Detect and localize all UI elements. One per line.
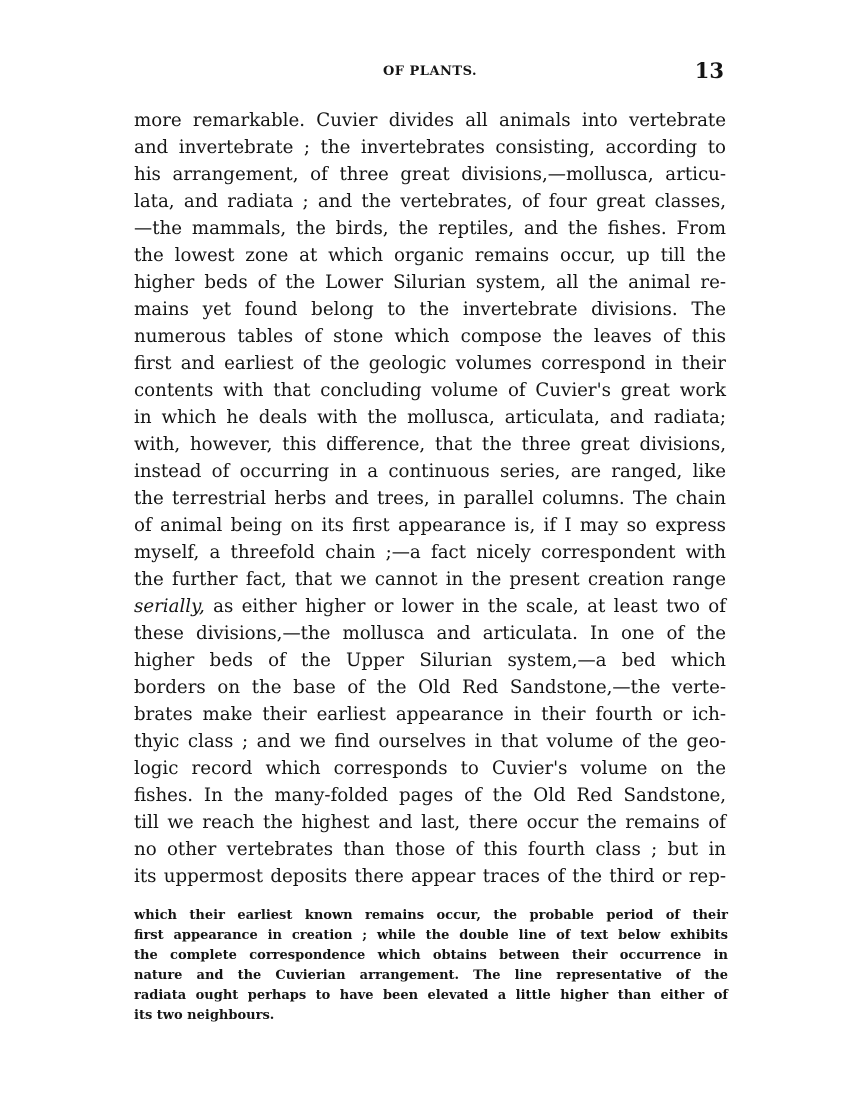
main-text: [134, 107, 726, 890]
text-line: with, however, this difference, that the three great divisions,: [134, 434, 726, 455]
running-title: OF PLANTS.: [382, 64, 478, 79]
text-line: these divisions,—the mollusca and articulata. In one of the: [134, 623, 726, 644]
footnote-line: which their earliest known remains occur, the probable period of their: [134, 908, 728, 923]
text-line: contents with that concluding volume of Cuvier's great work: [134, 380, 726, 401]
text-line: in which he deals with the mollusca, articulata, and radiata;: [134, 407, 726, 428]
footnote-line: the complete correspondence which obtains between their occurrence in: [134, 948, 728, 963]
footnote-line: first appearance in creation ; while the double line of text below exhibits: [134, 928, 728, 943]
footnote-line: radiata ought perhaps to have been elevated a little higher than either of: [134, 988, 728, 1003]
text-line: more remarkable. Cuvier divides all animals into vertebrate: [134, 110, 726, 131]
text-line: of animal being on its first appearance is, if I may so express: [134, 515, 726, 536]
text-line-italic: [134, 593, 726, 620]
footnote: [134, 906, 728, 1026]
text-line: thyic class ; and we find ourselves in that volume of the geo-: [134, 731, 726, 752]
text-line: the further fact, that we cannot in the present creation range: [134, 569, 726, 590]
text-line: instead of occurring in a continuous series, are ranged, like: [134, 461, 726, 482]
text-line: —the mammals, the birds, the reptiles, and the fishes. From: [134, 218, 726, 239]
italic-word: serially,: [134, 596, 205, 617]
text-line: higher beds of the Lower Silurian system, all the animal re-: [134, 272, 726, 293]
text-line: no other vertebrates than those of this fourth class ; but in: [134, 839, 726, 860]
text-line: and invertebrate ; the invertebrates consisting, according to: [134, 137, 726, 158]
text-line: logic record which corresponds to Cuvier's volume on the: [134, 758, 726, 779]
text-line: brates make their earliest appearance in their fourth or ich-: [134, 704, 726, 725]
text-line: fishes. In the many-folded pages of the Old Red Sandstone,: [134, 785, 726, 806]
text-line: till we reach the highest and last, there occur the remains of: [134, 812, 726, 833]
text-line: its uppermost deposits there appear traces of the third or rep-: [134, 866, 726, 887]
text-line: the terrestrial herbs and trees, in parallel columns. The chain: [134, 488, 726, 509]
text-line: myself, a threefold chain ;—a fact nicely correspondent with: [134, 542, 726, 563]
running-head: [134, 58, 726, 86]
text-line: mains yet found belong to the invertebrate divisions. The: [134, 299, 726, 320]
text-line: higher beds of the Upper Silurian system,—a bed which: [134, 650, 726, 671]
footnote-line: nature and the Cuvierian arrangement. The line representative of the: [134, 968, 728, 983]
text-line: lata, and radiata ; and the vertebrates, of four great classes,: [134, 191, 726, 212]
italic-line-rest: as either higher or lower in the scale, at least two of: [204, 596, 726, 617]
page-number: 13: [694, 58, 724, 83]
text-line: numerous tables of stone which compose the leaves of this: [134, 326, 726, 347]
text-line: his arrangement, of three great divisions,—mollusca, articu-: [134, 164, 726, 185]
text-line: first and earliest of the geologic volumes correspond in their: [134, 353, 726, 374]
text-line: borders on the base of the Old Red Sandstone,—the verte-: [134, 677, 726, 698]
text-line: the lowest zone at which organic remains occur, up till the: [134, 245, 726, 266]
footnote-line: its two neighbours.: [134, 1008, 275, 1023]
